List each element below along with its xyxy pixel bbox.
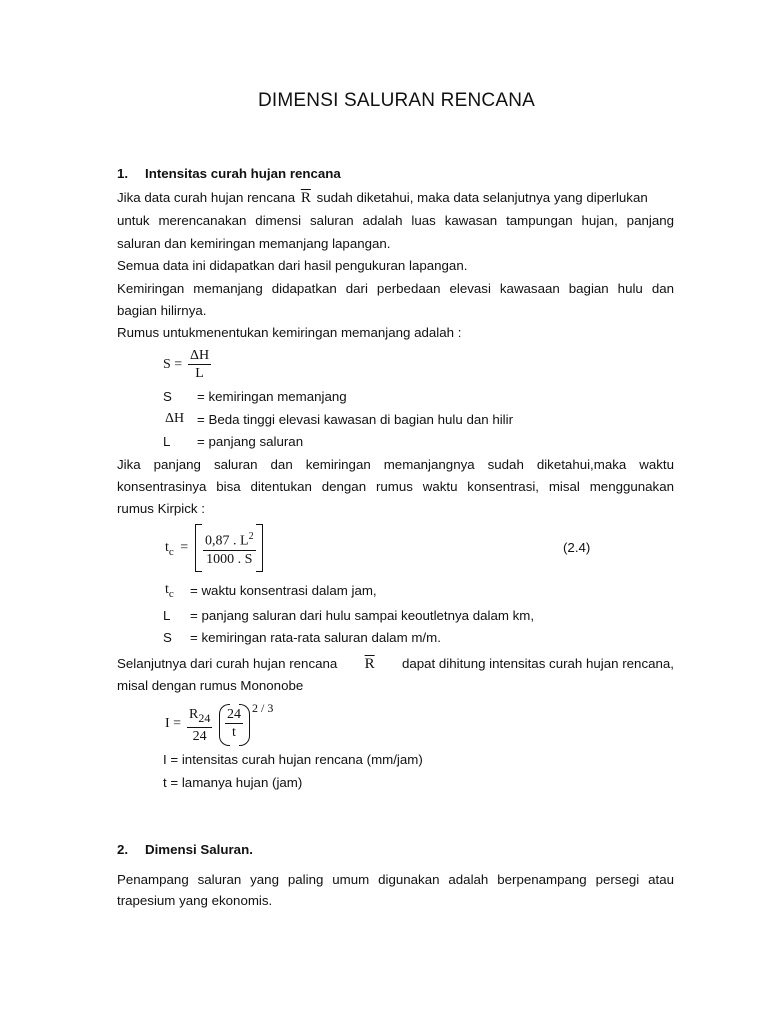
paragraph-line: Kemiringan memanjang didapatkan dari perbedaan elevasi kawasaan bagian hulu dan — [117, 281, 674, 296]
text-span: Jika data curah hujan rencana — [117, 190, 296, 205]
eq3-num-sub: 24 — [198, 710, 211, 725]
page-title: DIMENSI SALURAN RENCANA — [258, 90, 535, 111]
eq3-exponent: 2 / 3 — [252, 701, 274, 715]
def-desc: = kemiringan memanjang — [197, 389, 347, 404]
eq1-numerator: ΔH — [190, 348, 210, 363]
eq2-denominator: 1000 . S — [206, 551, 253, 567]
eq2-t: t — [165, 540, 169, 555]
def-symbol — [165, 582, 174, 600]
def-desc: = Beda tinggi elevasi kawasan di bagian hulu dan hilir — [197, 412, 514, 427]
section-1-heading: Intensitas curah hujan rencana — [145, 166, 341, 181]
eq2-sub: c — [168, 545, 174, 558]
paragraph-line: konsentrasinya bisa ditentukan dengan rumus waktu konsentrasi, misal menggunakan — [117, 479, 674, 494]
paragraph-line: rumus Kirpick : — [117, 501, 205, 516]
text-span: sudah diketahui, maka data selanjutnya yang diperlukan — [316, 190, 648, 205]
def-symbol: L — [163, 434, 171, 449]
def-desc: = waktu konsentrasi dalam jam, — [190, 583, 377, 598]
eq1-lhs: S = — [163, 357, 183, 372]
paragraph-line: Semua data ini didapatkan dari hasil pengukuran lapangan. — [117, 258, 468, 273]
paragraph-line: bagian hilirnya. — [117, 303, 207, 318]
eq3-numerator — [187, 706, 212, 727]
def-symbol: ΔH — [165, 411, 185, 426]
def-symbol-sub: c — [168, 587, 174, 600]
section-2-heading: Dimensi Saluran. — [145, 842, 253, 857]
def-desc: = kemiringan rata-rata saluran dalam m/m. — [190, 630, 441, 645]
def-desc: = panjang saluran dari hulu sampai keoutletnya dalam km, — [190, 608, 535, 623]
eq3-fraction — [187, 706, 212, 745]
r-bar-symbol: $\overline{R}$ — [364, 656, 375, 672]
right-paren — [239, 704, 250, 746]
eq3-inner-denominator: t — [232, 725, 236, 740]
def-symbol-t: t — [165, 582, 169, 597]
eq3-inner-numerator: 24 — [227, 707, 241, 722]
def-symbol: S — [163, 389, 172, 404]
section-1-number: 1. — [117, 166, 129, 181]
def-symbol: L — [163, 608, 171, 623]
eq2-num-sup: 2 — [248, 531, 254, 542]
eq3-lhs: I = — [165, 716, 182, 731]
r-bar-symbol: $\overline{R}$ — [300, 190, 311, 206]
eq1-denominator: L — [195, 366, 204, 381]
paragraph-line: saluran dan kemiringan memanjang lapangan. — [117, 236, 391, 251]
paragraph-line: untuk merencanakan dimensi saluran adalah luas kawasan tampungan hujan, panjang — [117, 213, 674, 228]
def-line: I = intensitas curah hujan rencana (mm/jam) — [163, 752, 423, 767]
eq2-num-text: 0,87 . L — [205, 533, 249, 549]
paragraph-line — [117, 656, 674, 673]
eq3-denominator: 24 — [192, 728, 207, 744]
eq1-fraction — [188, 347, 211, 382]
eq3-num-r: R — [189, 707, 199, 722]
text-span: Selanjutnya dari curah hujan rencana — [117, 656, 338, 671]
paragraph-line — [117, 190, 648, 207]
eq2-equals: = — [180, 540, 189, 555]
eq2-fraction — [203, 528, 256, 568]
paragraph-line: Jika panjang saluran dan kemiringan memanjangnya sudah diketahui,maka waktu — [117, 457, 674, 472]
text-span: dapat dihitung intensitas curah hujan rencana, — [401, 656, 674, 671]
def-symbol: S — [163, 630, 172, 645]
paragraph-line: misal dengan rumus Mononobe — [117, 678, 304, 693]
paragraph-line: Rumus untukmenentukan kemiringan memanjang adalah : — [117, 325, 462, 340]
section-2-number: 2. — [117, 842, 129, 857]
paragraph-line: Penampang saluran yang paling umum digunakan adalah berpenampang persegi atau — [117, 872, 674, 887]
left-bracket — [195, 524, 202, 572]
equation-number: (2.4) — [563, 540, 591, 555]
eq2-numerator — [203, 528, 256, 550]
right-bracket — [256, 524, 263, 572]
def-desc: = panjang saluran — [197, 434, 304, 449]
eq2-lhs — [165, 540, 188, 558]
def-line: t = lamanya hujan (jam) — [163, 775, 303, 790]
paragraph-line: trapesium yang ekonomis. — [117, 893, 273, 908]
